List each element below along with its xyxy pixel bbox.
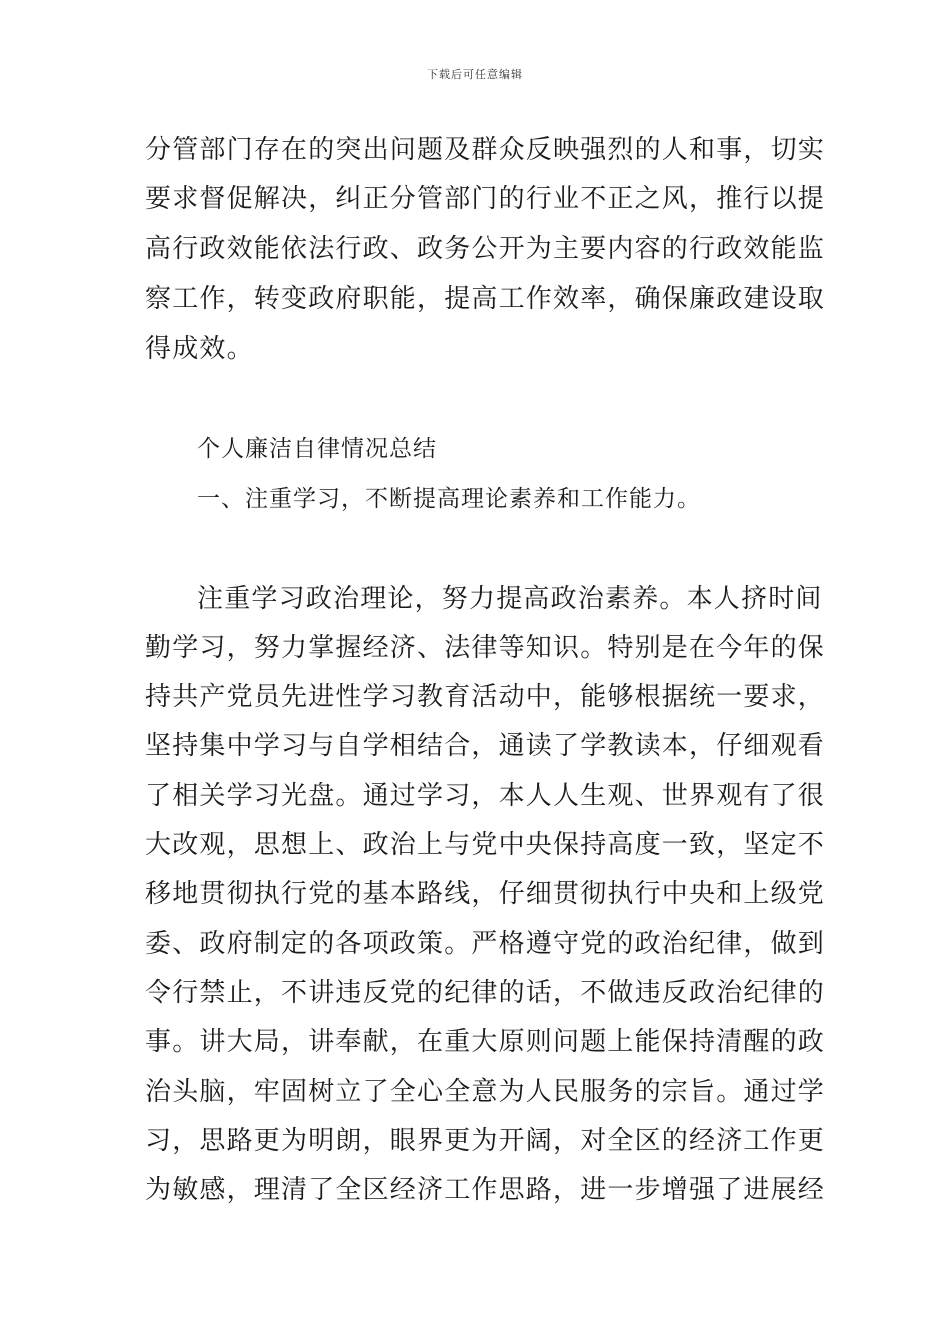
- paragraph-line: 得成效。: [145, 334, 254, 364]
- paragraph-line: 高行政效能依法行政、政务公开为主要内容的行政效能监: [145, 234, 826, 264]
- paragraph-line: 勤学习，努力掌握经济、法律等知识。特别是在今年的保: [145, 633, 826, 663]
- paragraph-line: 习，思路更为明朗，眼界更为开阔，对全区的经济工作更: [145, 1126, 826, 1156]
- document-title: 个人廉洁自律情况总结: [197, 436, 437, 462]
- paragraph-line: 了相关学习光盘。通过学习，本人人生观、世界观有了很: [145, 781, 826, 811]
- paragraph-line: 察工作，转变政府职能，提高工作效率，确保廉政建设取: [145, 284, 826, 314]
- section-heading: 一、注重学习，不断提高理论素养和工作能力。: [197, 486, 701, 512]
- paragraph-line: 事。讲大局，讲奉献，在重大原则问题上能保持清醒的政: [145, 1027, 826, 1057]
- paragraph-line: 坚持集中学习与自学相结合，通读了学教读本，仔细观看: [145, 731, 826, 761]
- paragraph-line: 令行禁止，不讲违反党的纪律的话，不做违反政治纪律的: [145, 978, 826, 1008]
- paragraph-line: 持共产党员先进性学习教育活动中，能够根据统一要求，: [145, 682, 826, 712]
- paragraph-line: 分管部门存在的突出问题及群众反映强烈的人和事，切实: [145, 135, 826, 165]
- paragraph-line: 注重学习政治理论，努力提高政治素养。本人挤时间: [197, 584, 823, 614]
- paragraph-line: 为敏感，理清了全区经济工作思路，进一步增强了进展经: [145, 1175, 826, 1205]
- paragraph-line: 移地贯彻执行党的基本路线，仔细贯彻执行中央和上级党: [145, 879, 826, 909]
- paragraph-line: 要求督促解决，纠正分管部门的行业不正之风，推行以提: [145, 184, 826, 214]
- paragraph-line: 治头脑，牢固树立了全心全意为人民服务的宗旨。通过学: [145, 1077, 826, 1107]
- paragraph-line: 大改观，思想上、政治上与党中央保持高度一致，坚定不: [145, 830, 826, 860]
- page-header: 下载后可任意编辑: [427, 68, 523, 81]
- paragraph-line: 委、政府制定的各项政策。严格遵守党的政治纪律，做到: [145, 929, 826, 959]
